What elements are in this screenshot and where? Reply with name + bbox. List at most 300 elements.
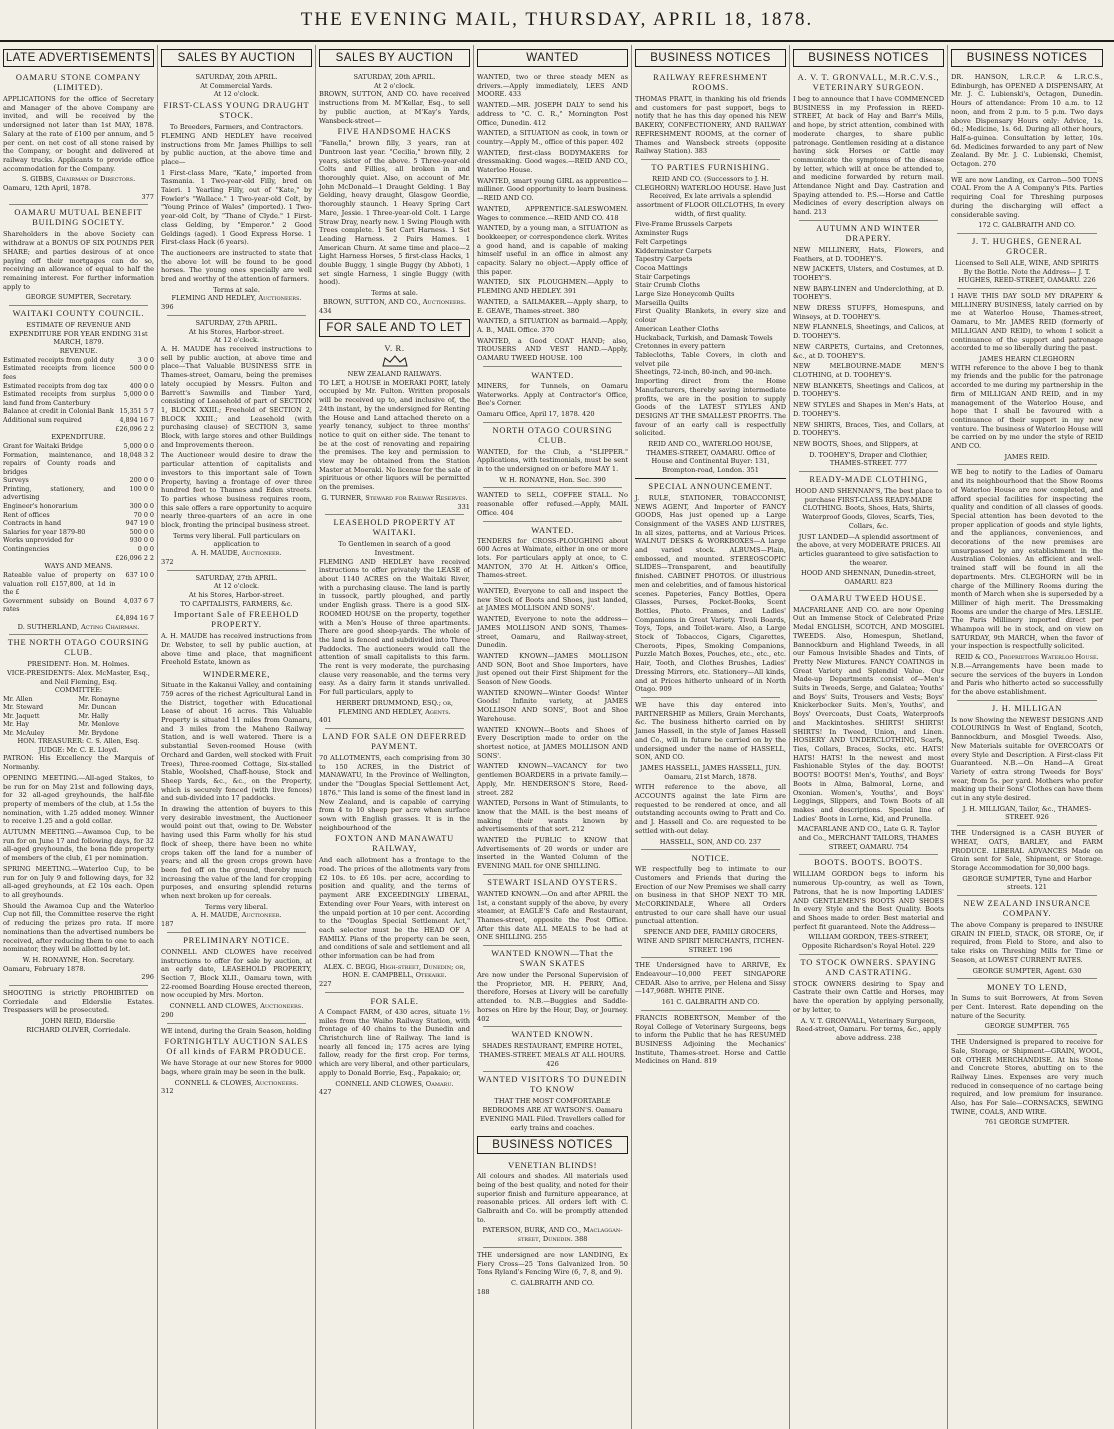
ad-business-site [161,319,312,567]
ad-ref: 188 [477,1287,490,1296]
ad-body: SHADES RESTAURANT, EMPIRE HOTEL, THAMES-STREET. MEALS AT ALL HOURS. 426 [479,1042,626,1068]
ad-signature: A. H. MAUDE, Auctioneer. [191,549,282,558]
list-item: WANTED, a SITUATION as cook, in town or country.—Apply M., office of this paper. 402 [477,129,628,146]
ad-tweed-house [793,594,944,852]
ad-signature: BROWN, SUTTON, AND CO., Auctioneers. [323,297,466,306]
ad-leasehold-waitaki [319,518,470,725]
ad-stock-owners [793,958,944,1043]
ways-table [3,571,154,623]
ad-signature: CONNELL AND CLOWES, Oamaru. [335,1079,454,1088]
ad-body: TENDERS for CROSS-PLOUGHING about 600 Acres at Waimate, either in one or more lots. For particulars apply at once, to C. MANTON, 370 At H. Aitken's Office, Thames-street. [477,536,628,580]
ad-partnership [635,701,786,846]
ad-date: SATURDAY, 20th APRIL. [353,73,436,81]
table-heading-ways: WAYS AND MEANS. [44,562,113,571]
ad-body: Licensed to Sell ALE, WINE, AND SPIRITS By the Bottle. Note the Address— J. T. HUGHES, REED-STREET, OAMARU. 226 [955,258,1099,285]
list-item: Mr. Duncan [78,703,117,712]
table-row: £26,096 2 2 [115,553,154,562]
list-item: Huckaback, Turkish, and Damask Towels [635,333,773,342]
ad-signature: S. GIBBS, Chairman of Directors. [21,175,136,184]
ad-title: TO PARTIES FURNISHING. [651,162,770,172]
ad-body: Shareholders in the above Society can withdraw at a BONUS OF SIX POUNDS PER SHARE; and parties desirous of at once paying off their mortgages can do so, receiving an allowance of equal to half the remaining interest. For further information apply to [3,230,154,291]
ad-body: THE Undersigned is a CASH BUYER of WHEAT, OATS, BARLEY, and FARM PRODUCE. LIBERAL ADVANCES Made on Grain sent for Sale, Shipment, or Storage. Storage Accommodation for 30,000 bags. [951,829,1103,872]
ad-furnishing [635,163,786,475]
divider [641,697,780,698]
ad-signature: A. V. T. GRONVALL, Veterinary Surgeon, Reed-street, Oamaru. For terms, &c., apply above address. 238 [795,1016,942,1042]
ad-body: STOCK OWNERS desiring to Spay and Castrate their own Cattle and Horses, may have the operation by applying personally, or by letter, to [793,979,944,1014]
ad-title: A. V. T. GRONVALL, M.R.C.V.S., VETERINARY SURGEON. [797,73,940,92]
divider [641,957,780,958]
club-vice-presidents: VICE-PRESIDENTS: Alex. McMaster, Esq., and Neil Fleming, Esq. [7,668,150,686]
list-item: Mr. Allen [3,695,33,704]
ad-money-to-lend [951,982,1103,1031]
divider [483,583,622,584]
ad-body: THE undersigned are now LANDING, Ex Fiery Cross—25 Tons Galvanized Iron. 50 Tons Ryland's Fencing Wire (6, 7, 8, and 9). [477,1250,628,1277]
list-item: Mr. Menlove [78,720,120,729]
ad-title: VENETIAN BLINDS! [507,1160,598,1171]
ad-terms: Terms very liberal. [205,902,268,911]
ad-signature: SPENCE AND DEE, FAMILY GROCERS, WINE AND SPIRIT MERCHANTS, ITCHEN-STREET. 196 [637,928,784,954]
section-header-for-sale-and-to-let: FOR SALE AND TO LET [319,319,470,337]
ad-signature: D. SUTHERLAND, Acting Chairman. [17,622,140,631]
ad-title: PRELIMINARY NOTICE. [183,935,290,945]
ad-signature: CONNELL AND CLOWES, Auctioneers. [169,1002,304,1011]
ad-body: TO LET, a HOUSE in MOERAKI PORT, lately occupied by Mr. Fulton. Written proposals will be received up to, and inclusive of, the 24th instant, by the undersigned for Renting the House and Land attached thereto on a yearly tenancy, subject to three months' notice to quit on either side. The tenant to be at the cost of renovating and repairing the premises. The key and permission to view may be obtained from the Station Master at Moeraki. No license for the sale of spirituous or other liquors will be permitted on the premises. [319,378,470,492]
crown-icon [380,355,410,367]
ad-veterinary-robertson [635,1014,786,1066]
ad-signature: FLEMING AND HEDLEY, Auctioneers. [171,294,302,303]
ad-title: BOOTS. BOOTS. BOOTS. [814,858,923,868]
ad-body: MACFARLANE AND CO. are now Opening Out an Immense Stock of Celebrated Prize Medal ENGLISH, SCOTCH, AND MOSGIEL TWEEDS. Also, Homespun, Shetland, Bannockburn and Highland Tweeds, in all our Famous Invisible Shades and Tints, of Pretty New Mixtures. FANCY COATINGS in Great Variety and Splendid Value. Our Made-up Departments consist of—Men's Suits in Tweeds, Serge, and Galatea; Youths' and Boys' Suits, Trousers and Vests; Boys' Knickerbocker Suits. Men's, Youths', and Boys' Overcoats, Dust Coats, Waterproofs and Mackintoshes. SHIRTS! SHIRTS! SHIRTS! In Tweed, Union, and Linen. HOSIERY AND UNDERCLOTHING, Scarfs, Ties, Collars, Braces, Socks, etc. HATS! HATS! HATS! In the newest and most Fashionable Styles of the day. BOOTS! BOOTS! BOOTS! Men's, Youths', and Boys' Boots in Alma, Balmoral, Lorne, and Oxonian. Women's, Youths', and Boys' Leggings, Slippers, and Town Boots of all makes and descriptions. Special line of Ladies' Boots in Lorne, Kid, and Prunella. [793,605,944,823]
ad-gordon-boots [793,858,944,950]
divider [167,932,306,933]
ad-body: WE have this day entered into PARTNERSHIP as Millers, Grain Merchants, &c. The business hitherto carried on by James Hassell, in the style of James Hassell and Co., will in future be carried on by the undersigned under the name of HASSELL, SON, AND CO. [635,701,786,762]
table-row: Printing, stationery, and advertising 100 0 0 [3,484,154,502]
ad-time: At 2 o'clock. [373,81,416,90]
list-item: NEW MILLINERY, Hats, Flowers, and Feathers, at D. TOOHEY'S. [793,245,944,263]
divider [799,220,938,221]
ad-toohey-drapery [793,224,944,468]
ad-audience: To Breeders, Farmers, and Contractors. [169,123,304,132]
ad-signature: ALEX. C. BEGG, High-street, Dunedin; or, HON. E. CAMPBELL, Otekaike. [323,962,466,980]
list-item: Cocoa Mattings [635,263,688,272]
columns [0,45,1114,1429]
ad-ref: 427 [319,1088,332,1097]
ad-signature: PATERSON, BURK, AND CO., Maclaggan-street, Dunedin. 388 [482,1226,623,1244]
ad-signature: 161 C. GALBRAITH AND CO. [661,998,760,1007]
ad-title: V. R. [384,343,405,354]
ad-signature: REID & CO., Proprietors Waterloo House. [955,653,1099,662]
ad-oysters [477,878,628,942]
list-item: Tapestry Carpets [635,255,693,264]
list-item: American Leather Cloths [635,324,719,333]
list-item: WANTED, first-class BODYMAKERS for dressmaking. Good wages.—REID AND CO., Waterloo House. [477,148,628,175]
list-item: Mr. McAuley [3,728,45,737]
club-patron: PATRON: His Excellency the Marquis of Normanby. [3,754,154,772]
ad-slipper [477,426,628,485]
divider [483,366,622,367]
table-row: Grant for Waitaki Bridge 5,000 0 0 [3,441,154,450]
railway-name: FOXTON AND MANAWATU RAILWAY, [334,834,455,854]
list-item: Stair Crumb Cloths [635,281,700,290]
table-row: Balance at credit in Colonial Bank 15,351 5 7 [3,407,154,416]
crown-emblem-icon [319,355,470,370]
ad-signature: GEORGE SUMPTER. 765 [984,1022,1070,1031]
club-note: Should the Awamoa Cup and the Waterloo Cup not fill, the Committee reserve the right of reducing the prizes pro rata. If more nominations than the advertised numbers be received, after reducing them to one to each nominator, they will be allotted by lot. [3,901,154,954]
table-row: Government subsidy on Bound rates 4,037 6 7 [3,596,154,614]
ad-note: JUST LANDED—A splendid assortment of the above, at very MODERATE PRICES. All articles guaranteed to give satisfaction to the wearer. [796,532,941,567]
list-item: WANTED, Everyone to note the address—JAMES MOLLISON AND SONS, Thames-street, Oamaru, and Railway-street, Dunedin. [477,615,628,650]
list-item: Five-Frame Brussels Carpets [635,220,733,229]
divider [957,700,1097,701]
ad-ref: 296 [141,973,154,982]
list-item: WANTED KNOWN—JAMES MOLLISON AND SON, Boot and Shoe Importers, have just opened out their First Shipment for the Season of New Goods. [477,651,628,687]
ad-body: APPLICATIONS for the office of Secretary and Manager of the above Company are invited, and will be received by the undersigned not later than 1st MAY, 1878. Salary at the rate of £100 per annum, and 5 per cent. on net cost of all stone raised by the Company, or bought and delivered at railway trucks. Applicants to provide office accommodation for the Company. [3,95,154,173]
list-item: Cretonnes in every pattern [635,342,726,351]
ad-dispensary [951,73,1103,169]
ad-signature: WILLIAM GORDON, TEES-STREET, Opposite Richardson's Royal Hotel. 229 [801,933,936,951]
ad-hood-shennan [793,475,944,587]
meeting-3: SPRING MEETING.—Waterloo Cup, to be run for on July 9 and following days, for 32 all-aged greyhounds, at £2 10s each. Open to all greyhounds. [3,864,154,899]
wanted-known-list [477,587,628,871]
table-row: Engineer's honorarium 300 0 0 [3,502,154,511]
ad-title: WANTED KNOWN—That the SWAN SKATES [491,949,614,969]
ad-signature: REID AND CO., WATERLOO HOUSE, THAMES-STREET, OAMARU. Office of House and Continental Buyer: 131, Brompton-road, London. 351 [646,440,775,475]
list-item: NEW CARPETS, Curtains, and Cretonnes, &c., at D. TOOHEY'S. [793,342,944,360]
ad-signature: GEORGE SUMPTER, Secretary. [25,293,132,302]
ad-signature: C. GALBRAITH AND CO. [511,1278,594,1287]
ad-coffee-stall [477,491,628,517]
divider [957,288,1097,289]
list-item: NEW SHIRTS, Braces, Ties, and Collars, at D. TOOHEY'S. [793,420,944,438]
ad-title: AUTUMN AND WINTER DRAPERY. [816,223,921,243]
column-1 [0,45,158,1429]
ad-gronvall [793,73,944,217]
ad-shooting [3,989,154,1035]
ad-audience: TO CAPITALISTS, FARMERS, &c. [180,599,293,608]
ad-compact-farm [319,996,470,1097]
ad-title: OAMARU STONE COMPANY (LIMITED). [15,73,142,92]
ad-body: A. H. MAUDE has received instructions from Dr. Webster, to sell by public auction, at above time and place, that magnificent Freehold Estate, known as [161,632,312,667]
ad-place: At Commercial Yards. [200,81,273,90]
list-item: Axminster Rugs [635,229,689,238]
ad-title: TO STOCK OWNERS. SPAYING AND CASTRATING. [800,957,937,977]
ad-signature: HERBERT DRUMMOND, ESQ.; or, FLEMING AND HEDLEY, Agents. [335,698,454,716]
section-header-business-notices: BUSINESS NOTICES [793,49,944,67]
ad-body: MINERS, for Tunnels, on Oamaru Waterworks. Apply at Contractor's Office, Bee's Corner. [477,381,628,408]
ad-body: WE respectfully beg to intimate to our Customers and Friends that during the Erection of our New Premises we shall carry on business in that SHOP NEXT TO MR. McCORKINDALE, Where all Orders entrusted to our care shall have our usual punctual attention. [635,865,786,926]
ad-signature: HASSELL, SON, AND CO. 237 [659,837,762,846]
ad-time: At 12 o'clock. [213,90,260,99]
ad-body: THE Undersigned is prepared to receive for Sale, Storage, or Shipment—GRAIN, WOOL, OR OTHER MERCHANDISE. At his Stone and Concrete Stores, abutting on to the Railway Lines. Expenses are very much reduced in consequence of no cartage being required, and low premium for insurance. Also, has For Sale—CORNSACKS, SEWING TWINE, COALS, AND WIRE. [951,1038,1103,1116]
ad-body: 70 ALLOTMENTS, each comprising from 30 to 150 ACRES, in the District of MANAWATU, In the Province of Wellington, under the "Douglas Special Settlement Act, 1876." This land is some of the finest land in New Zealand, and is capable of carrying from 4 to 10 sheep per acre when surface sown with English grasses. It is in the neighbourhood of the [319,754,470,832]
ad-body: A. H. MAUDE has received instructions to sell by public auction, at above time and place—That Valuable BUSINESS SITE in Thames-street, Oamaru, being the premises lately occupied by Messrs. Fulton and Barrett's Sawmills and Timber Yard, consisting of Leasehold of part of SECTION 1, BLOCK XXIII.; Freehold of SECTION 2, BLOCK XXIII.; and Leasehold (with purchasing clause) of SECTION 3, same Block, with large stores and other Buildings and Improvements thereon. [161,344,312,449]
table-row: Estimated receipts from surplus land fund from Canterbury 5,000 0 0 [3,390,154,407]
ad-note: We have Storage at our new Stores for 9000 bags, where grain may be seen in the bulk. [161,1059,312,1076]
ad-title: FIVE HANDSOME HACKS [337,127,452,137]
ad-grain-wool [951,1038,1103,1127]
ad-body: I beg to announce that I have COMMENCED BUSINESS in my Profession in REED-STREET, At back of Hay and Barr's Mills, and hope, by strict attention, combined with moderate charges, to share public patronage. Gentlemen residing at a distance having sick Horses or Cattle may communicate the symptoms of the disease by letter, which will at once be attended to, and medicine forwarded by return mail. Attendance Night and Day. Castration and Spaying attended to. P.S.—Horse and Cattle Medicines of every description always on hand. 213 [793,95,944,217]
ad-body: FRANCIS ROBERTSON, Member of the Royal College of Veterinary Surgeons, begs to inform the Public that he has RESUMED BUSINESS Adjoining the Mechanics' Institute, Thames-street. Horse and Cattle Medicines on Hand. 819 [635,1013,786,1066]
ad-visitors-dunedin [477,1075,628,1132]
ad-title: WANTED VISITORS TO DUNEDIN TO KNOW [478,1075,627,1095]
list-item: WANTED, a SITUATION as barmaid.—Apply, A. B., MAIL Office. 370 [477,317,628,334]
committee-list [3,695,154,737]
list-item: NEW DRESS STUFFS, Homespuns, and Winseys, at D. TOOHEY'S. [793,304,944,321]
ad-body: WE beg to notify to the Ladies of Oamaru and its neighbourhood that the Show Rooms of Waterloo House are now completed, and afford special facilities for inspecting the quality and condition of all classes of goods. Special attention has been devoted to the proper application of goods and style lights, and the appliances, conveniences, and decorations of the new premises are unsurpassed by any establishment in the Australian Colonies. An efficient and well-trained staff will be found in all the departments. Mrs. CLEGHORN will be in charge of the Millinery Rooms during the month of March when she is superseded by a Milliner of high merit. The Dressmaking Rooms are under the charge of Mrs. LESLIE. The Paris Millinery imported direct per Whampoa will be in stock, and on view on SATURDAY, 9th MARCH, when the favor of your inspection is respectfully solicited. [951,468,1103,651]
list-item: WANTED the PUBLIC to KNOW that Advertisements of 20 words or under are inserted in the Wanted Column of the EVENING MAIL for ONE SHILLING. [477,836,628,871]
ad-signature: JAMES HASSELL, JAMES HASSELL, JUN. Oamaru, 21st March, 1878. [639,763,782,781]
section-header-sales-by-auction: SALES BY AUCTION [161,49,312,67]
list-item: NEW FLANNELS, Sheetings, and Calicos, at D. TOOHEY'S. [793,323,944,341]
divider [9,204,148,205]
ad-items: 1 First-class Mare, "Kate," imported from Tasmania. 1 Two-year-old Filly, bred on Taieri. 1 Yearling Filly, out of "Kate," by Fowler's "Wallace." 1 Two-year-old Colt, by "Young Prince of Wales" (imported). 1 Two-year-old Colt, by "Thane of Clyde." 1 First-class Gelding, by "Emperor." 2 Good Geldings (aged). 1 Good Express Horse. 1 First-class Hack (6 years). [161,168,312,247]
list-item: Kidderminster Carpets [635,246,712,255]
ad-title: STEWART ISLAND OYSTERS. [487,877,618,887]
table-row: Rent of offices 70 0 0 [3,510,154,519]
divider [641,849,780,850]
ad-title: SPECIAL ANNOUNCEMENT. [648,481,773,491]
ad-title: NEW ZEALAND INSURANCE COMPANY. [963,899,1091,919]
divider [957,978,1097,979]
ad-body: And each allotment has a frontage to the road. The prices of the allotments vary from £2 10s. to £6 10s. per acre, according to position and quality, and the terms of payment ARE EXCEEDINGLY LIBERAL, Extending over Four Years, with interest on the unpaid portion at 10 per cent. According to the "Douglas Special Settlement Act," each selector must be the HEAD OF A FAMILY. Plans of the property can be seen, and conditions of sale and settlement and all other information can be had from [319,856,470,961]
estate-name: WINDERMERE, [203,669,270,680]
ad-time: At 12 o'clock. [213,336,260,345]
table-row: Formation, maintenance, and repairs of County roads and bridges 18,048 3 2 [3,450,154,476]
ad-building-society [3,208,154,302]
ad-title: WANTED. [531,369,574,380]
ad-title: LEASEHOLD PROPERTY AT WAITAKI. [333,518,456,538]
ad-note: In drawing the attention of buyers to this very desirable investment, the Auctioneer would point out that, owing to Dr. Webster having used this Farm wholly for his stud flock of sheep, there have been no white crops taken off the land for a number of years; and all the green crops grown have been fed off on the ground, thereby much increasing the value of the land for cropping purposes, and ensuring splendid returns when next broken up for cereals. [161,805,312,901]
ad-signature: JAMES HEARN CLEGHORN [979,354,1075,363]
divider [957,895,1097,896]
list-item: NEW JACKETS, Ulsters, and Costumes, at D. TOOHEY'S. [793,265,944,282]
divider [167,570,306,571]
ad-body: FLEMING AND HEDLEY have received instructions from Mr. James Phillips to sell by public auction, at the above time and place— [161,131,312,166]
ad-ref: 401 [319,716,332,725]
ad-signature: G. TURNER, Steward for Railway Reserves. [321,493,468,502]
ad-signature: JOHN REID, Elderslie [42,1017,115,1026]
section-header-business-notices: BUSINESS NOTICES [635,49,786,67]
divider [799,854,938,855]
divider [167,1023,306,1024]
list-item: Mr. Hally [78,711,109,720]
ad-body: WILLIAM GORDON begs to inform his numerous Up-country, as well as Town, Patrons, that he is now Importing LADIES' AND GENTLEMEN'S BOOTS AND SHOES In every Style and the Best Quality. Boots and Shoes made to order. Best material and perfect fit guaranteed. Note the Address— [793,870,944,931]
club-president: PRESIDENT: Hon. M. Holmes. [27,660,130,669]
ad-note: N.B.—Arrangements have been made to secure the services of the buyers in London and Paris who hitherto acted so successfully for the above establishment. [951,661,1103,696]
ad-fiery-cross [477,1251,628,1297]
divider [325,514,464,515]
column-2 [158,45,316,1429]
section-header-late-ads: LATE ADVERTISEMENTS [3,49,154,67]
ad-date: Oamaru, February 1878. [3,964,86,973]
ad-subtitle: ESTIMATE OF REVENUE AND EXPENDITURE FOR YEAR ENDING 31st MARCH, 1879. [9,321,148,347]
ad-signature: W. H. RONAYNE, Hon. Sec. 390 [499,475,606,484]
ad-insurance [951,899,1103,975]
ad-body: SHOOTING is strictly PROHIBITED on Corriedale and Elderslie Estates. Trespassers will be prosecuted. [3,989,154,1015]
club-judge: JUDGE: Mr. C. E. Lloyd. [38,745,119,754]
ad-title: READY-MADE CLOTHING, [809,475,928,485]
ad-items: "Fanella," brown filly, 3 years, ran at Duntroon last year. "Cecilia," brown filly, 2 years, sister of the above. 5 Three-year-old Colts and Fillies, all broken in and thoroughly quiet. Also, on account of Mr. John McDonald—1 Draught Gelding. 1 Bay Gelding, heavy draught, Glasgow Geordie, thoroughly staunch. 1 Heavy Spring Cart Mare, Jessie. 1 Three-year-old Colt. 1 Large Straw Dray, nearly new. 1 Swing Plough with Trees complete. 1 Set Cart Harness. 1 Set Leading Harness. 2 Pairs Hames. 1 American Churn. At same time and place—2 Light Harness Horses, 5 first-class Hacks, 1 double Buggy, 1 single Buggy (by Abbot), 1 set single Harness, 1 single Buggy (with hood). [319,139,470,287]
table-row: Salaries for year 1879-80 500 0 0 [3,527,154,536]
revenue-table [3,356,154,433]
ad-body: CONNELL AND CLOWES have received instructions to offer for sale by auction, at an early date, LEASEHOLD PROPERTY, Section 7, Block XLII., Oamaru town, with 22-roomed Boarding House erected thereon, now occupied by Mrs. Morton. [161,947,312,1000]
ad-windermere [161,574,312,929]
ad-venetian-blinds [477,1160,628,1244]
divider [483,945,622,946]
ad-ref: 290 [161,1010,174,1019]
ad-cleghorn [951,292,1103,461]
divider [641,159,780,160]
wanted-list [477,73,628,363]
ad-title: OAMARU MUTUAL BENEFIT BUILDING SOCIETY. [14,208,143,228]
ad-signature: 761 GEORGE SUMPTER. [984,1118,1070,1127]
ad-date: Oamaru, 12th April, 1878. [3,184,91,193]
ad-note: Importing direct from the Home Manufacturers, thereby saving intermediate profits, we are in the position to supply Goods of the LATEST STYLES AND DESIGNS AT THE SMALLEST PROFITS. The favour of an early call is respectfully solicited. [635,377,786,438]
list-item: WANTED, two or three steady MEN as drivers.—Apply immediately, LEES AND MOORE. 433 [477,73,628,99]
ad-handsome-hacks [319,73,470,315]
ad-deferred-payment [319,732,470,989]
ad-signature: A. H. MAUDE, Auctioneer. [191,911,282,920]
ad-body: DR. HANSON, L.R.C.P. & L.R.C.S., Edinburgh, has OPENED A DISPENSARY, At Mr. J. C. Lubienski's, Octagon, Dunedin. Hours of attendance: From 10 a.m. to 12 noon, and from 2 p.m. to 5 p.m. Two days above Dispensary Hours only: Advice, 1s. 6d.; Medicine, 1s. 6d. During all other hours, Half-a-guinea. Consultation by letter, 10s. 6d. Medicines forwarded to any part of New Zealand. By Mr. J. C. Lubienski, Chemist, Octagon. 270 [951,73,1103,169]
ad-signature: D. TOOHEY'S, Draper and Clothier, THAMES-STREET. 777 [809,450,928,468]
ad-audience: To Gentlemen in search of a good Investment. [338,540,451,557]
ad-fortnightly-sales [161,1027,312,1097]
list-item: NEW MELBOURNE-MADE MEN'S CLOTHING, at D. TOOHEY'S. [793,362,944,379]
ad-ref: 372 [161,557,174,566]
divider [325,992,464,993]
ad-date: SATURDAY, 20th APRIL. [195,73,278,81]
column-4 [474,45,632,1429]
ad-terms: Terms very liberal. Full particulars on application to [172,531,301,549]
ad-body: I HAVE THIS DAY SOLD MY DRAPERY & MILLINERY BUSINESS, lately carried on by me at Waterloo House, Thames-street, Oamaru, to Mr. JAMES REID (formerly of MILLIGAN AND REID), to whom I solicit a continuance of the support and patronage accorded to me so liberally during the past. [951,292,1103,353]
ad-body: In Sums to suit Borrowers, At from Seven per Cent. Interest. Rate depending on the nature of the Security. [951,994,1103,1020]
masthead: THE EVENING MAIL, THURSDAY, APRIL 18, 1878. [300,9,814,30]
column-7 [948,45,1106,1429]
ad-body: HOOD AND SHENNAN'S, The best place to purchase FIRST-CLASS READY-MADE CLOTHING. Boots, Shoes, Hats, Shirts, Waterproof Goods, Gloves, Scarfs, Ties, Collars, &c. [795,487,942,530]
list-item: WANTED, Everyone to call and inspect the new Stock of Boots and Shoes, just landed, at JAMES MOLLISON AND SONS'. [477,587,628,613]
ad-refreshment-rooms [635,73,786,156]
list-item: Sheetings, 72-inch, 80-inch, and 90-inch. [635,368,773,377]
ad-preliminary-notice [161,936,312,1020]
ad-title: NOTICE. [691,853,730,864]
ad-show-rooms [951,468,1103,696]
divider [483,874,622,875]
list-item: Mr. Ronayne [78,695,120,704]
ad-body: WE are now Landing, ex Carron—500 TONS COAL From the A A Company's Pits. Parties requiring Coal for Threshing purposes during the discharging will effect a considerable saving. [951,175,1103,219]
ad-title: J. H. MILLIGAN [991,703,1063,713]
list-item: Large Size Honeycomb Quilts [635,290,735,299]
ad-body: FLEMING AND HEDLEY have received instructions to offer privately the LEASE of about 1140 ACRES on the Waitaki River, with a purchasing clause. The land is partly in tussock, partly ploughed, and partly under English grass. There is a good SIX-ROOMED HOUSE on the property, together with a Men's House of three apartments. There are good sheep-yards. The whole of the land is fenced and subdivided into Three Paddocks. The auctioneers would call the attention of small capitalists to this farm. The rent is very moderate, the purchasing clause very reasonable, and the terms very easy. As a dairy farm it stands unrivalled. For full particulars, apply to [319,557,470,697]
list-item: Mr. Brydone [78,728,119,737]
ad-miners [477,370,628,419]
ad-body: J. RULE, STATIONER, TOBACCONIST, NEWS AGENT, And Importer of FANCY GOODS, Has just opened up a Large Consignment of the VASES AND LUSTRES, In all sizes, patterns, and at Various Prices. WALNUT DESKS & WORKBOXES—A large and varied stock. ALBUMS—Plain, embossed, and mounted. STEREOSCOPIC SLIDES—Transparent, and beautifully finished. CABINET PHOTOS. Of illustrious men and celebrities, and of famous historical scenes. Papeteries, Fancy Bottles, Opera Glasses, Purses, Pocket-Books, Scent Bottles, Photo. Frames, and Ladies' Companions in Great Variety. Tivoli Boards, Toys, Tops, and Toilet-ware. Also, a Large Stock of Tobaccos, Cigars, Cigarettes, Cheroots, Pipes, Smoking Companions, Puzzle Match Boxes, Pouches, etc., etc., etc. Hair, Tooth, and Clothes Brushes, Ladies' Dressing Mirrors, etc. Stationery—All kinds, and at Prices hitherto unheard of in North Otago. 909 [635,493,786,694]
table-row: Contracts in hand 947 19 0 [3,519,154,528]
ad-signature: RICHARD OLIVER, Corriedale. [26,1025,131,1034]
ad-title: RAILWAY REFRESHMENT ROOMS. [653,73,768,92]
divider [483,1026,622,1027]
ad-body: THAT THE MOST COMFORTABLE BEDROOMS ARE AT WATSON'S. Oamaru EVENING MAIL Filed. Travellers called for early trains and coaches. [479,1097,626,1132]
ad-title: WAITAKI COUNTY COUNCIL. [12,309,145,319]
ad-body: WITH reference to the above, all ACCOUNTS against the late Firm are requested to be rendered at once, and all outstanding accounts owing to Pratt and Co. and J. Hassell and Co. are requested to be settled with-out delay. [635,783,786,835]
ad-note: The auctioneers are instructed to state that the above lot will be found to be good horses. The young ones specially are well bred and worthy of the attention of farmers. [161,248,312,284]
list-item: NEW BABY-LINEN and Underclothing, at D. TOOHEY'S. [793,284,944,302]
table-heading-revenue: REVENUE. [59,347,98,356]
list-item: Marseilla Quilts [635,298,689,307]
ad-title: FIRST-CLASS YOUNG DRAUGHT STOCK. [163,101,310,121]
list-item: WANTED KNOWN—VACANCY for two gentlemen BOARDERS in a private family.—Apply, Mr. HENDERSON'S Store, Reed-street. 282 [477,762,628,797]
list-item: Mr. Steward [3,703,44,712]
ad-coal [951,176,1103,230]
column-3 [316,45,474,1429]
table-row: Estimated receipts from gold duty 3 0 0 [3,355,154,364]
ad-draught-stock [161,73,312,312]
divider [635,478,786,479]
ad-singapore-cedar [635,961,786,1007]
ad-body: WANTED to SELL, COFFEE STALL. No reasonable offer refused.—Apply, MAIL Office. 404 [477,491,628,517]
divider [9,305,148,306]
section-header-business-notices: BUSINESS NOTICES [951,49,1103,67]
ad-signature: W. H. RONAYNE, Hon. Secretary. [22,955,135,964]
ad-coursing-club [3,638,154,982]
ad-ref: 331 [457,502,470,511]
ad-body: All colours and shades. All materials used being of the best quality, and noted for their superior finish and furniture appearance, at reasonable prices. All orders left with C. Galbraith and Co. will be promptly attended to. [477,1172,628,1224]
list-item: WANTED, SIX PLOUGHMEN.—Apply to FLEMING AND HEDLEY. 391 [477,278,628,296]
table-row: Estimated receipts from dog tax 400 0 0 [3,381,154,390]
list-item: Felt Carpetings [635,237,687,246]
ad-date: Oamaru Office, April 17, 1878. 420 [477,409,595,418]
divider [167,315,306,316]
ad-title: J. T. HUGHES, GENERAL GROCER. [971,236,1082,256]
list-item: WANTED, APPRENTICE-SALESWOMEN. Wages to commence.—REID AND CO. 418 [477,204,628,222]
ad-title: MONEY TO LEND, [986,982,1068,993]
list-item: WANTED, a SAILMAKER.—Apply sharp, to E. GEAVE, Thames-street. 380 [477,297,628,315]
ad-subtitle: NEW ZEALAND RAILWAYS. [347,369,442,378]
ad-body: The above Company is prepared to INSURE GRAIN IN FIELD, STACK, OR STORE, Or, if required, from Field to Store, and also to take risks on Threshing Mills for Time or Season, at LOWEST CURRENT RATES. [951,921,1103,964]
list-item: Mr. Jaquett [3,711,40,720]
masthead-rule [0,40,1114,42]
list-item: WANTED, Persons in Want of Stimulants, to know that the MAIL is the best means of making their wants known by advertisements of that sort. 212 [477,799,628,834]
list-item: WANTED, smart young GIRL as apprentice—milliner. Good opportunity to learn business.—REID AND CO. [477,176,628,203]
ad-body: THOMAS PRATT, in thanking his old friends and customers for past support, begs to notify that he has this day opened his NEW BAKERY, CONFECTIONERY, AND RAILWAY REFRESHMENT ROOMS, at the corner of Thames and Wansbeck streets (opposite Railway Station). 383 [635,95,786,156]
ad-terms: Terms at sale. [371,289,418,298]
ad-tenders [477,525,628,581]
ad-note: The Auctioneer would desire to draw the particular attention of capitalists and investors to this important sale of Town Property, having a frontage of over three hundred feet to Thames and Eden streets. To parties whose business requires room, this sale offers a rare opportunity to acquire nearly three-quarters of an acre in one block, fronting the principal business street. [161,451,312,530]
ad-stone-company [3,73,154,201]
table-row: £26,096 2 2 [115,424,154,433]
table-row: Estimated receipts from licence fees 500 0 0 [3,364,154,382]
ad-title: WANTED KNOWN. [511,1030,594,1040]
ad-title: NORTH OTAGO COURSING CLUB. [492,425,613,445]
table-heading-expenditure: EXPENDITURE. [51,433,106,442]
ad-time: At 12 o'clock. [213,582,260,591]
divider [483,1247,622,1248]
divider [799,471,938,472]
table-row: Contingencies 0 0 0 [3,545,154,554]
section-header-wanted: WANTED [477,49,628,67]
ad-swan-stables [477,949,628,1023]
ad-ref: 312 [161,1087,174,1096]
list-item: NEW BOOTS, Shoes, and Slippers, at [793,439,919,448]
ad-notice [635,853,786,954]
ad-signature: GEORGE SUMPTER, Agent. 630 [972,966,1082,975]
ad-body: BROWN, SUTTON, AND CO. have received instructions from M. M'Kellar, Esq., to sell by public auction, at M'Kay's Yards, Wansbeck-street— [319,90,470,125]
section-header-business-notices: BUSINESS NOTICES [477,1136,628,1154]
ad-title: LAND FOR SALE ON DEFERRED PAYMENT. [322,732,467,751]
ad-ref: 227 [319,980,332,989]
ad-body: WANTED, for the Club, a "SLIPPER." Applications, with testimonials, must be sent in to the undersigned on or before MAY 1. [477,447,628,474]
list-item: WANTED KNOWN—Boots and Shoes of Every Description made to order on the shortest notice, at JAMES MOLLISON AND SONS'. [477,725,628,760]
goods-list [635,220,786,377]
